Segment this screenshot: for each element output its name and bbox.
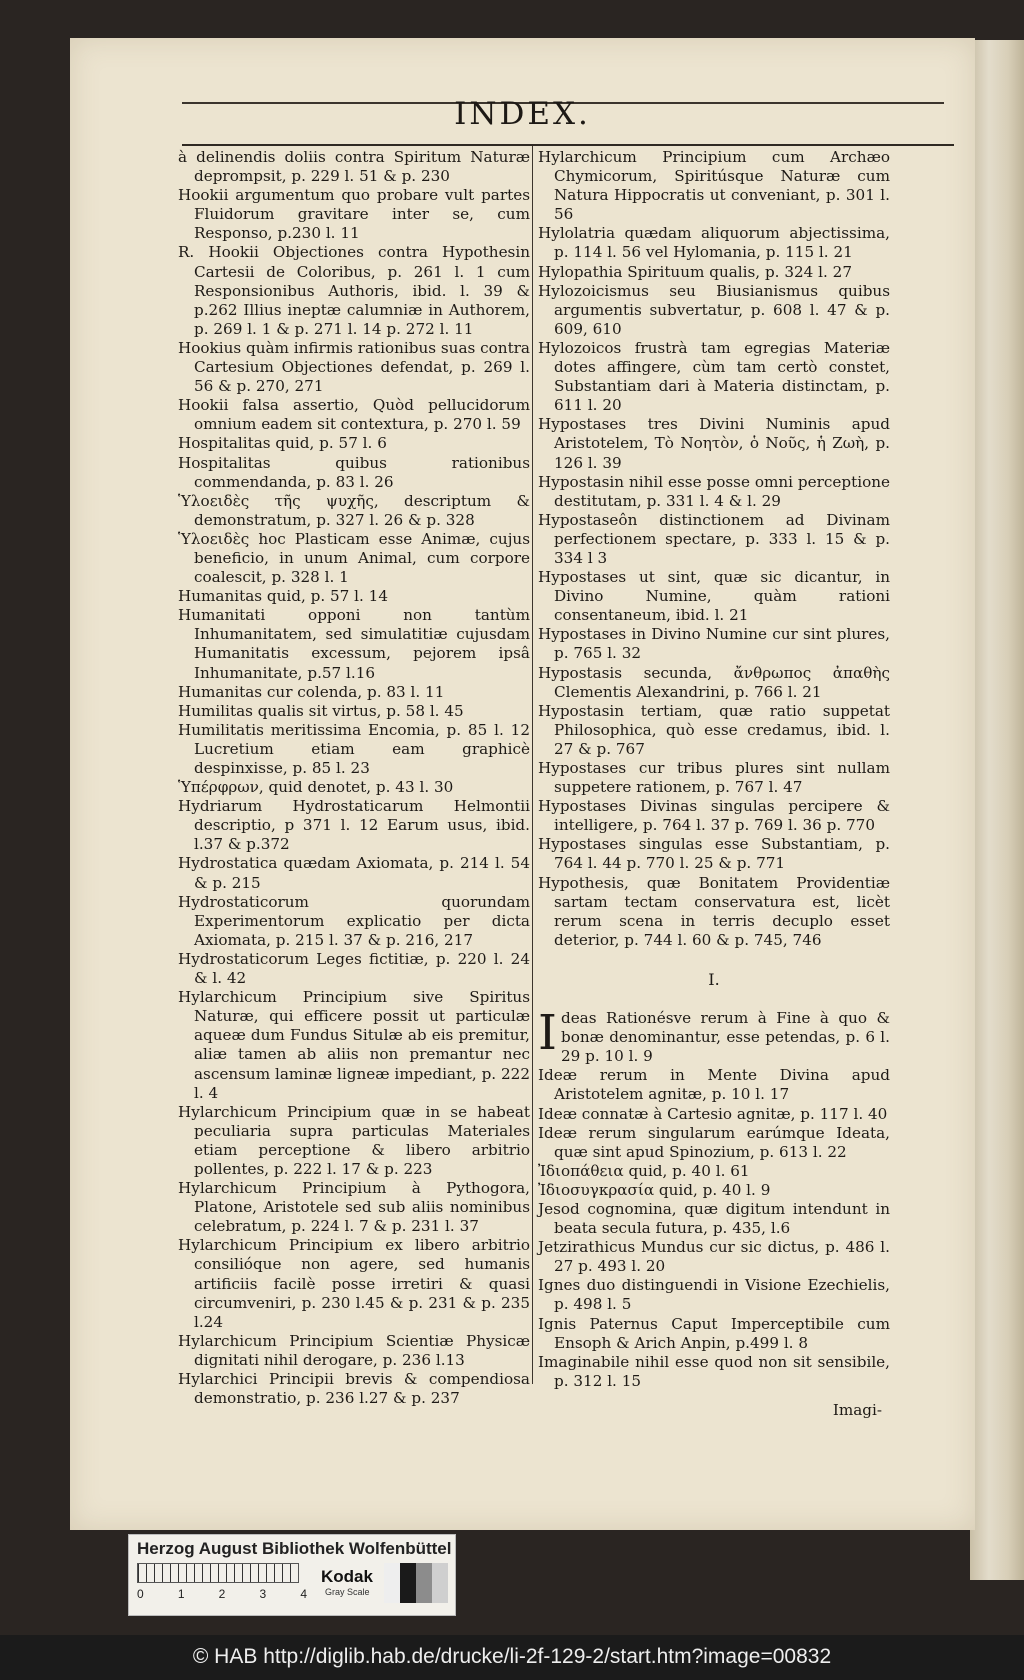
ruler-scale — [137, 1563, 299, 1583]
adjacent-page-edge — [970, 40, 1024, 1580]
index-entry: Hypostaseôn distinctionem ad Divinam perfectionem spectare, p. 333 l. 15 & p. 334 l 3 — [538, 510, 890, 567]
index-entry: Jetzirathicus Mundus cur sic dictus, p. 486 l. 27 p. 493 l. 20 — [538, 1238, 890, 1276]
index-entry: Ἰδιοπάθεια quid, p. 40 l. 61 — [538, 1161, 750, 1180]
index-entry: Hypostasin nihil esse posse omni perceptione destitutam, p. 331 l. 4 & l. 29 — [538, 472, 890, 510]
index-entry: Hylarchicum Principium sive Spiritus Naturæ, qui efficere possit ut particulæ aqueæ dum Fundus Situlæ ab eis premitur, aliæ tamen ab aliis non premantur nec ascensum laminæ ligneæ impediant, p. 222 l. 4 — [178, 988, 530, 1102]
index-entry: Hydrostatica quædam Axiomata, p. 214 l. 54 & p. 215 — [178, 854, 530, 892]
index-entry: Hylolatria quædam aliquorum abjectissima, p. 114 l. 56 vel Hylomania, p. 115 l. 21 — [538, 224, 890, 262]
page-title: INDEX. — [454, 96, 591, 132]
grayscale-label: Gray Scale — [325, 1587, 370, 1597]
index-entry: Ideæ rerum singularum earúmque Ideata, quæ sint apud Spinozium, p. 613 l. 22 — [538, 1123, 890, 1161]
gray-swatch — [432, 1563, 448, 1603]
index-entry: Ignes duo distinguendi in Visione Ezechielis, p. 498 l. 5 — [538, 1276, 890, 1314]
ruler-number: 4 — [300, 1587, 307, 1601]
index-entry: Humilitatis meritissima Encomia, p. 85 l. 12 Lucretium etiam eam graphicè despinxisse, p. 85 l. 23 — [178, 720, 530, 777]
library-name: Herzog August Bibliothek Wolfenbüttel — [137, 1539, 452, 1558]
index-entry: Hypostases tres Divini Numinis apud Aristotelem, Τὸ Νοητὸν, ὁ Νοῦς, ἡ Ζωὴ, p. 126 l. 39 — [538, 415, 890, 472]
gray-scale-swatches — [384, 1563, 448, 1603]
index-entry: Hospitalitas quibus rationibus commendanda, p. 83 l. 26 — [178, 453, 530, 491]
right-column — [538, 148, 890, 1420]
index-entry: Hypostases cur tribus plures sint nullam suppetere rationem, p. 767 l. 47 — [538, 759, 890, 797]
index-entry: Hylarchicum Principium à Pythogora, Platone, Aristotele sed sub aliis nominibus celebratum, p. 224 l. 7 & p. 231 l. 37 — [178, 1179, 530, 1236]
index-entry: Hylarchici Principii brevis & compendiosa demonstratio, p. 236 l.27 & p. 237 — [178, 1370, 530, 1408]
gray-swatch — [400, 1563, 416, 1603]
index-entry: Hypostasis secunda, ἄνθρωπος ἀπαθὴς Clementis Alexandrini, p. 766 l. 21 — [538, 663, 890, 701]
index-entry: Ὑλοειδὲς τῆς ψυχῆς, descriptum & demonstratum, p. 327 l. 26 & p. 328 — [178, 491, 530, 529]
ruler-numbers — [137, 1587, 307, 1601]
index-entry: Ὑλοειδὲς hoc Plasticam esse Animæ, cujus beneficio, in unum Animal, cum corpore coalescit, p. 328 l. 1 — [178, 529, 530, 587]
index-entry: R. Hookii Objectiones contra Hypothesin Cartesii de Coloribus, p. 261 l. 1 cum Responsionibus Authoris, ibid. l. 39 & p.262 Illius ineptæ calumniæ in Authorem, p. 269 l. 1 & p. 271 l. 14 p. 272 l. 11 — [178, 243, 530, 338]
index-entry: Humanitas quid, p. 57 l. 14 — [178, 587, 389, 606]
section-heading-letter: I. — [708, 969, 720, 989]
book-page — [70, 38, 975, 1530]
index-entry: Humanitas cur colenda, p. 83 l. 11 — [178, 682, 445, 701]
index-entry: Humanitati opponi non tantùm Inhumanitatem, sed simulatitiæ cujusdam Humanitatis excessum, pejorem ipsâ Inhumanitate, p.57 l.16 — [178, 606, 530, 682]
column-divider — [532, 146, 533, 1384]
index-entry: Hospitalitas quid, p. 57 l. 6 — [178, 434, 387, 453]
index-entry: Hydriarum Hydrostaticarum Helmontii descriptio, p 371 l. 12 Earum usus, ibid. l.37 & p.372 — [178, 797, 530, 854]
index-entry: Hookius quàm infirmis rationibus suas contra Cartesium Objectiones defendat, p. 269 l. 56 & p. 270, 271 — [178, 338, 530, 396]
index-entry: Hylarchicum Principium cum Archæo Chymicorum, Spiritúsque Naturæ cum Natura Hippocratis ut conveniant, p. 301 l. 56 — [538, 148, 890, 224]
index-entry: Ὑπέρφρων, quid denotet, p. 43 l. 30 — [178, 778, 454, 797]
index-entry: Hypostases in Divino Numine cur sint plures, p. 765 l. 32 — [538, 625, 890, 663]
index-entry: Hylozoicismus seu Biusianismus quibus argumentis subvertatur, p. 608 l. 47 & p. 609, 610 — [538, 281, 890, 338]
index-entry: Hypothesis, quæ Bonitatem Providentiæ sartam tectam conservatura est, licèt rerum scena in terris decuplo esset deterior, p. 744 l. 60 & p. 745, 746 — [538, 873, 890, 949]
index-entry: à delinendis doliis contra Spiritum Naturæ deprompsit, p. 229 l. 51 & p. 230 — [178, 148, 530, 186]
header-rule — [182, 144, 954, 146]
color-target-card — [128, 1534, 456, 1616]
index-entry: Hypostasin tertiam, quæ ratio suppetat Philosophica, quò esse credamus, ibid. l. 27 & p. 767 — [538, 701, 890, 758]
index-entry: Hydrostaticorum Leges fictitiæ, p. 220 l. 24 & l. 42 — [178, 949, 530, 988]
index-entry: Hydrostaticorum quorundam Experimentorum explicatio per dicta Axiomata, p. 215 l. 37 & p. 216, 217 — [178, 892, 530, 949]
index-entry: Jesod cognomina, quæ digitum intendunt in beata secula futura, p. 435, l.6 — [538, 1199, 890, 1238]
ruler-number: 2 — [218, 1587, 226, 1601]
ruler-number: 0 — [137, 1587, 144, 1601]
index-entry: Hylarchicum Principium ex libero arbitrio consilióque non agere, sed humanis artificiis facilè posse irretiri & quasi circumveniri, p. 230 l.45 & p. 231 & p. 235 l.24 — [178, 1236, 530, 1331]
index-entry: Ideæ connatæ à Cartesio agnitæ, p. 117 l. 40 — [538, 1104, 888, 1123]
index-entry: Humilitas qualis sit virtus, p. 58 l. 45 — [178, 701, 464, 720]
index-entry: Hylarchicum Principium Scientiæ Physicæ dignitati nihil derogare, p. 236 l.13 — [178, 1331, 530, 1369]
index-entry: Hypostases Divinas singulas percipere & intelligere, p. 764 l. 37 p. 769 l. 36 p. 770 — [538, 797, 890, 835]
ruler-number: 1 — [177, 1587, 185, 1601]
index-entry-text: deas Rationésve rerum à Fine à quo & bonæ denominantur, esse petendas, p. 6 l. 29 p. 10 l. 9 — [560, 1009, 890, 1066]
gray-swatch — [416, 1563, 432, 1603]
index-entry: Hookii falsa assertio, Quòd pellucidorum omnium eadem sit contextura, p. 270 l. 59 — [178, 396, 530, 434]
index-entry: Ἰδιοσυγκρασία quid, p. 40 l. 9 — [538, 1180, 771, 1199]
index-entry: Imaginabile nihil esse quod non sit sensibile, p. 312 l. 15 — [538, 1352, 890, 1390]
index-entry: Ignis Paternus Caput Imperceptibile cum Ensoph & Arich Anpin, p.499 l. 8 — [538, 1314, 890, 1352]
catchword: Imagi- — [832, 1400, 882, 1419]
copyright-url: © HAB http://diglib.hab.de/drucke/li-2f-129-2/start.htm?image=00832 — [192, 1645, 832, 1668]
index-entry: Hookii argumentum quo probare vult partes Fluidorum gravitare inter se, cum Responso, p.230 l. 11 — [178, 186, 530, 243]
index-entry: Hypostases ut sint, quæ sic dicantur, in Divino Numine, quàm rationi consentaneum, ibid. l. 21 — [538, 568, 890, 625]
index-entry: Hylopathia Spirituum qualis, p. 324 l. 27 — [538, 262, 852, 281]
left-column — [178, 148, 530, 1408]
gray-swatch — [384, 1563, 400, 1603]
ruler-number: 3 — [259, 1587, 267, 1601]
index-entry: Hylarchicum Principium quæ in se habeat peculiaria supra particulas Materiales etiam perceptione & libero arbitrio pollentes, p. 222 l. 17 & p. 223 — [178, 1102, 530, 1178]
index-entry: Hylozoicos frustrà tam egregias Materiæ dotes affingere, cùm tam certò constet, Substantiam dari à Materia distinctam, p. 611 l. 20 — [538, 338, 890, 415]
index-entry-first — [538, 1005, 890, 1066]
kodak-logo: Kodak — [321, 1567, 373, 1586]
index-entry: Hypostases singulas esse Substantiam, p. 764 l. 44 p. 770 l. 25 & p. 771 — [538, 835, 890, 873]
index-entry: Ideæ rerum in Mente Divina apud Aristotelem agnitæ, p. 10 l. 17 — [538, 1066, 890, 1104]
initial-capital: I — [538, 1005, 557, 1062]
